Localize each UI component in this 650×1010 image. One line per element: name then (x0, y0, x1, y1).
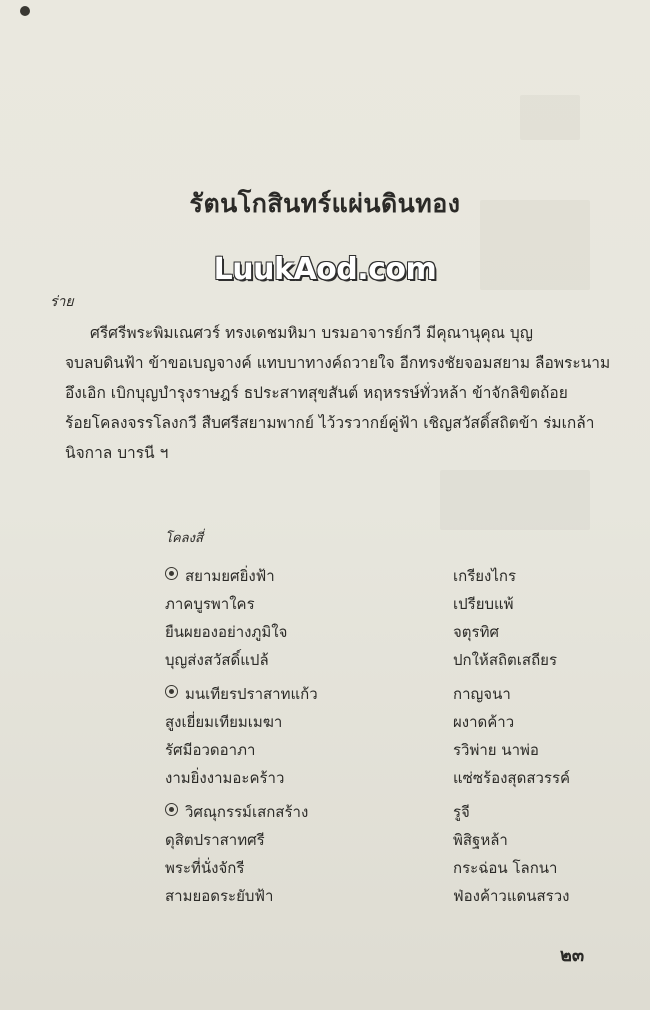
paragraph-line: อึงเอิก เบิกบุญบำรุงราษฎร์ ธประสาทสุขสันต์ หฤหรรษ์ทั่วหล้า ข้าจักลิขิตถ้อย (65, 384, 568, 402)
bleed-through-mark (440, 470, 590, 530)
poem-first-half: มนเทียรปราสาทแก้ว (185, 685, 318, 703)
poem-second-half: รูจี (453, 803, 470, 821)
page-number: ๒๓ (560, 945, 585, 966)
poem-line (0, 800, 650, 828)
poem-line (0, 648, 650, 676)
poem-first-half: สูงเยี่ยมเทียมเมฆา (165, 713, 283, 731)
dot-mark (20, 6, 30, 16)
paragraph-line: ร้อยโคลงจรรโลงกวี สืบศรีสยามพากย์ ไว้วรวากย์คู่ฟ้า เชิญสวัสดิ์สถิตข้า ร่มเกล้า (65, 414, 595, 432)
poem-line (0, 828, 650, 856)
poem-line (0, 856, 650, 884)
watermark-text: LuukAod.com (213, 252, 437, 287)
poem-second-half: พิสิฐหล้า (453, 831, 508, 849)
poem-first-half: ภาคบูรพาใคร (165, 595, 255, 613)
poem-first-half: สยามยศยิ่งฟ้า (185, 567, 275, 585)
poem-line (0, 884, 650, 912)
poem-second-half: รวิพ่าย นาพ่อ (453, 741, 539, 759)
poem-first-half: งามยิ่งงามอะคร้าว (165, 769, 285, 787)
poem-second-half: ฟ่องค้าวแดนสรวง (453, 887, 570, 905)
poem-line (0, 710, 650, 738)
poem-first-half: สามยอดระยับฟ้า (165, 887, 274, 905)
poem-line (0, 682, 650, 710)
poem-second-half: ปกให้สถิตเสถียร (453, 651, 558, 669)
rai-paragraph (65, 318, 611, 468)
poem-second-half: แซ่ซร้องสุดสวรรค์ (453, 769, 571, 787)
poem-first-half: ดุสิตปราสาทศรี (165, 831, 265, 849)
paragraph-line: จบลบดินฟ้า ข้าขอเบญจางค์ แทบบาทางค์ถวายใจ อีกทรงชัยจอมสยาม ลือพระนาม (65, 354, 611, 372)
stanza-marker-icon (165, 803, 178, 816)
poem-line (0, 564, 650, 592)
poem-second-half: จตุรทิศ (453, 623, 499, 641)
paragraph-line: ศรีศรีพระพิมเณศวร์ ทรงเดชมหิมา บรมอาจารย์กวี มีคุณานุคุณ บุญ (90, 324, 533, 342)
poem-second-half: กาญจนา (453, 685, 511, 703)
poem-second-half: กระฉ่อน โลกนา (453, 859, 558, 877)
poem-second-half: เปรียบแพ้ (453, 595, 514, 613)
poem-first-half: รัศมีอวดอาภา (165, 741, 256, 759)
poem-first-half: ยืนผยองอย่างภูมิใจ (165, 623, 288, 641)
stanza-marker-icon (165, 685, 178, 698)
section-label-rai: ร่าย (50, 294, 74, 310)
poem-line (0, 592, 650, 620)
poem-line (0, 738, 650, 766)
poem-line (0, 766, 650, 794)
poem-second-half: ผงาดค้าว (453, 713, 515, 731)
section-label-khlong: โคลงสี่ (165, 531, 203, 546)
stanza-marker-icon (165, 567, 178, 580)
poem-first-half: บุญส่งสวัสดิ์แปล้ (165, 651, 269, 669)
poem-line (0, 620, 650, 648)
poem-first-half: พระที่นั่งจักรี (165, 859, 245, 877)
poem-second-half: เกรียงไกร (453, 567, 517, 585)
paragraph-line: นิจกาล บารนี ฯ (65, 444, 169, 462)
poem-first-half: วิศณุกรรม์เสกสร้าง (185, 803, 309, 821)
bleed-through-mark (520, 95, 580, 140)
page-title: รัตนโกสินทร์แผ่นดินทอง (189, 189, 461, 218)
